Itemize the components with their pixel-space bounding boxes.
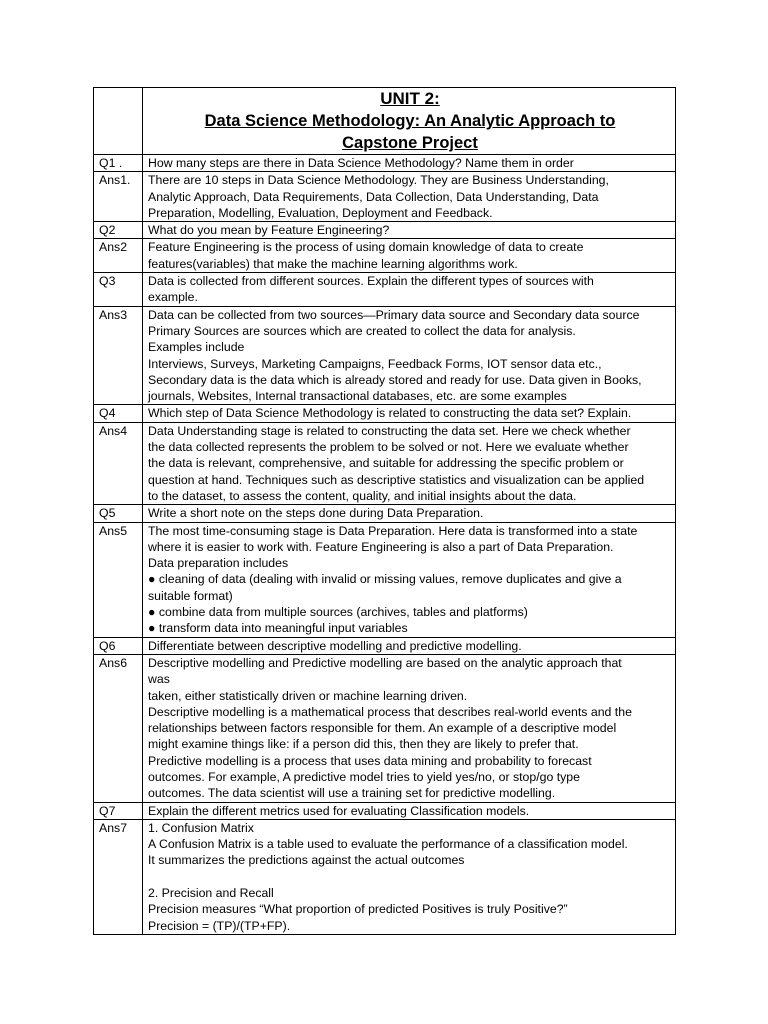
text-line: A Confusion Matrix is a table used to evaluate the performance of a classification model. (148, 837, 628, 852)
text-line: Secondary data is the data which is already stored and ready for use. Data given in Books, (148, 372, 642, 387)
text-line: Descriptive modelling is a mathematical process that describes real-world events and the (148, 704, 632, 719)
text-line: There are 10 steps in Data Science Methodology. They are Business Understanding, (148, 173, 609, 188)
text-line: Preparation, Modelling, Evaluation, Deployment and Feedback. (148, 205, 493, 220)
answer-row (94, 306, 676, 405)
text-line: where it is easier to work with. Feature Engineering is also a part of Data Preparation. (148, 539, 614, 554)
text-line: might examine things like: if a person did this, then they are likely to prefer that. (148, 737, 579, 752)
question-label: Q4 (94, 405, 143, 422)
text-line: was (148, 672, 170, 687)
answer-text (143, 172, 676, 222)
text-line: 1. Confusion Matrix (148, 820, 254, 835)
answer-row (94, 522, 676, 637)
text-line: Explain the different metrics used for evaluating Classification models. (148, 803, 530, 818)
question-row (94, 505, 676, 522)
text-line: features(variables) that make the machine learning algorithms work. (148, 256, 518, 271)
question-row (94, 637, 676, 654)
answer-label: Ans1. (94, 172, 143, 222)
answer-row (94, 819, 676, 934)
answer-label: Ans7 (94, 819, 143, 934)
answer-label: Ans4 (94, 422, 143, 504)
title-row (94, 88, 676, 155)
text-line: question at hand. Techniques such as descriptive statistics and visualization can be applied (148, 472, 645, 487)
question-label: Q7 (94, 802, 143, 819)
text-line: example. (148, 290, 198, 305)
page-title-line-1: Data Science Methodology: An Analytic Approach to (204, 112, 616, 130)
blank-line (148, 869, 672, 885)
text-line: Predictive modelling is a process that uses data mining and probability to forecast (148, 753, 592, 768)
text-line: Data Understanding stage is related to constructing the data set. Here we check whether (148, 423, 631, 438)
answer-label: Ans2 (94, 239, 143, 273)
answer-row (94, 422, 676, 504)
question-text (143, 802, 676, 819)
question-label: Q5 (94, 505, 143, 522)
question-text (143, 222, 676, 239)
text-line: taken, either statistically driven or machine learning driven. (148, 688, 468, 703)
question-label: Q3 (94, 273, 143, 307)
answer-label: Ans6 (94, 654, 143, 802)
text-line: What do you mean by Feature Engineering? (148, 223, 390, 238)
text-line: Descriptive modelling and Predictive modelling are based on the analytic approach that (148, 655, 622, 670)
text-line: to the dataset, to assess the content, quality, and initial insights about the data. (148, 488, 577, 503)
question-row (94, 222, 676, 239)
text-line: suitable format) (148, 588, 233, 603)
question-row (94, 273, 676, 307)
text-line: the data collected represents the problem to be solved or not. Here we evaluate whether (148, 440, 629, 455)
text-line: Analytic Approach, Data Requirements, Data Collection, Data Understanding, Data (148, 189, 599, 204)
text-line: The most time-consuming stage is Data Preparation. Here data is transformed into a state (148, 523, 638, 538)
title-empty-cell (94, 88, 143, 155)
text-line: journals, Websites, Internal transactional databases, etc. are some examples (148, 389, 567, 404)
question-label: Q2 (94, 222, 143, 239)
text-line: Feature Engineering is the process of using domain knowledge of data to create (148, 240, 584, 255)
text-line: ● cleaning of data (dealing with invalid or missing values, remove duplicates and give a (148, 572, 622, 587)
text-line: Write a short note on the steps done during Data Preparation. (148, 506, 484, 521)
unit-title: UNIT 2: (380, 89, 440, 108)
text-line: outcomes. The data scientist will use a training set for predictive modelling. (148, 786, 556, 801)
question-text (143, 505, 676, 522)
text-line: outcomes. For example, A predictive model tries to yield yes/no, or stop/go type (148, 769, 580, 784)
question-row (94, 405, 676, 422)
question-row (94, 802, 676, 819)
answer-text (143, 306, 676, 405)
text-line: the data is relevant, comprehensive, and suitable for addressing the specific problem or (148, 456, 624, 471)
text-line: It summarizes the predictions against the actual outcomes (148, 853, 465, 868)
text-line: ● transform data into meaningful input variables (148, 621, 408, 636)
text-line: Primary Sources are sources which are created to collect the data for analysis. (148, 323, 576, 338)
answer-text (143, 239, 676, 273)
qa-table (93, 87, 676, 935)
answer-text (143, 819, 676, 934)
question-text (143, 405, 676, 422)
question-text (143, 155, 676, 172)
text-line: Precision measures “What proportion of predicted Positives is truly Positive?” (148, 902, 568, 917)
text-line: Data can be collected from two sources—Primary data source and Secondary data source (148, 307, 640, 322)
answer-label: Ans3 (94, 306, 143, 405)
text-line: 2. Precision and Recall (148, 886, 274, 901)
text-line: Precision = (TP)/(TP+FP). (148, 918, 291, 933)
text-line: Interviews, Surveys, Marketing Campaigns, Feedback Forms, IOT sensor data etc., (148, 356, 602, 371)
answer-row (94, 239, 676, 273)
text-line: Differentiate between descriptive modelling and predictive modelling. (148, 638, 522, 653)
answer-text (143, 654, 676, 802)
text-line: relationships between factors responsible for them. An example of a descriptive model (148, 721, 617, 736)
answer-text (143, 522, 676, 637)
text-line: How many steps are there in Data Science Methodology? Name them in order (148, 156, 574, 170)
answer-row (94, 654, 676, 802)
question-label: Q6 (94, 637, 143, 654)
text-line: ● combine data from multiple sources (archives, tables and platforms) (148, 605, 528, 620)
text-line: Which step of Data Science Methodology is related to constructing the data set? Explain. (148, 406, 632, 421)
title-cell (143, 88, 676, 155)
text-line: Examples include (148, 340, 245, 355)
page-title-line-2: Capstone Project (342, 134, 478, 152)
text-line: Data is collected from different sources. Explain the different types of sources with (148, 274, 594, 289)
question-text (143, 273, 676, 307)
answer-label: Ans5 (94, 522, 143, 637)
answer-row (94, 172, 676, 222)
answer-text (143, 422, 676, 504)
text-line: Data preparation includes (148, 556, 289, 571)
question-text (143, 637, 676, 654)
question-row (94, 155, 676, 172)
question-label: Q1 . (94, 155, 143, 172)
